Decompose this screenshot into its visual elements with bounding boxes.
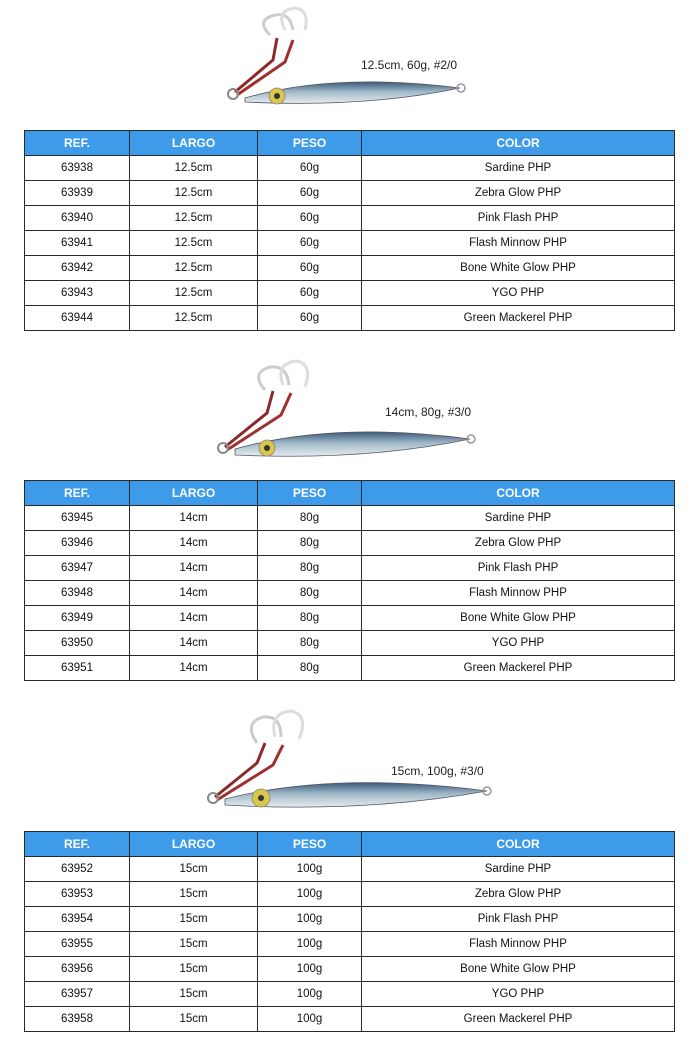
cell-ref: 63942 xyxy=(25,256,130,281)
cell-color: Pink Flash PHP xyxy=(362,907,675,932)
cell-ref: 63943 xyxy=(25,281,130,306)
cell-peso: 100g xyxy=(258,1007,362,1032)
table-row xyxy=(25,606,675,631)
cell-ref: 63956 xyxy=(25,957,130,982)
cell-color: Flash Minnow PHP xyxy=(362,231,675,256)
header-largo: LARGO xyxy=(130,481,258,506)
cell-color: YGO PHP xyxy=(362,982,675,1007)
table-row xyxy=(25,556,675,581)
cell-ref: 63940 xyxy=(25,206,130,231)
cell-largo: 14cm xyxy=(130,631,258,656)
cell-color: Pink Flash PHP xyxy=(362,206,675,231)
cell-peso: 60g xyxy=(258,206,362,231)
cell-peso: 100g xyxy=(258,982,362,1007)
table-row xyxy=(25,932,675,957)
cell-ref: 63951 xyxy=(25,656,130,681)
cell-ref: 63958 xyxy=(25,1007,130,1032)
cell-color: Zebra Glow PHP xyxy=(362,531,675,556)
cell-peso: 100g xyxy=(258,857,362,882)
cell-color: Sardine PHP xyxy=(362,506,675,531)
product-section-2 xyxy=(0,350,694,690)
table-header-row xyxy=(25,832,675,857)
table-row xyxy=(25,907,675,932)
cell-color: Pink Flash PHP xyxy=(362,556,675,581)
table-row xyxy=(25,306,675,331)
table-row xyxy=(25,631,675,656)
cell-ref: 63947 xyxy=(25,556,130,581)
cell-peso: 100g xyxy=(258,882,362,907)
product-section-3 xyxy=(0,700,694,1045)
table-row xyxy=(25,256,675,281)
cell-largo: 14cm xyxy=(130,531,258,556)
header-ref: REF. xyxy=(25,481,130,506)
cell-largo: 12.5cm xyxy=(130,231,258,256)
cell-largo: 12.5cm xyxy=(130,206,258,231)
table-row xyxy=(25,156,675,181)
table-row xyxy=(25,656,675,681)
header-peso: PESO xyxy=(258,481,362,506)
lure-spec-caption: 12.5cm, 60g, #2/0 xyxy=(361,58,458,72)
cell-peso: 80g xyxy=(258,531,362,556)
cell-largo: 12.5cm xyxy=(130,256,258,281)
cell-largo: 12.5cm xyxy=(130,156,258,181)
header-peso: PESO xyxy=(258,131,362,156)
cell-peso: 80g xyxy=(258,556,362,581)
cell-color: YGO PHP xyxy=(362,281,675,306)
cell-ref: 63938 xyxy=(25,156,130,181)
cell-color: YGO PHP xyxy=(362,631,675,656)
header-color: COLOR xyxy=(362,131,675,156)
cell-largo: 14cm xyxy=(130,606,258,631)
header-largo: LARGO xyxy=(130,131,258,156)
table-row xyxy=(25,181,675,206)
cell-peso: 80g xyxy=(258,656,362,681)
cell-peso: 80g xyxy=(258,631,362,656)
cell-largo: 12.5cm xyxy=(130,181,258,206)
cell-color: Sardine PHP xyxy=(362,156,675,181)
cell-color: Green Mackerel PHP xyxy=(362,306,675,331)
cell-largo: 14cm xyxy=(130,506,258,531)
cell-color: Zebra Glow PHP xyxy=(362,181,675,206)
cell-peso: 80g xyxy=(258,581,362,606)
table-row xyxy=(25,1007,675,1032)
cell-largo: 14cm xyxy=(130,581,258,606)
cell-color: Green Mackerel PHP xyxy=(362,656,675,681)
table-row xyxy=(25,957,675,982)
lure-spec-caption: 14cm, 80g, #3/0 xyxy=(385,405,472,419)
cell-ref: 63953 xyxy=(25,882,130,907)
table-row xyxy=(25,857,675,882)
cell-largo: 15cm xyxy=(130,982,258,1007)
table-row xyxy=(25,982,675,1007)
product-section-1 xyxy=(0,0,694,340)
spec-table-3 xyxy=(24,831,675,1032)
cell-color: Flash Minnow PHP xyxy=(362,932,675,957)
cell-color: Bone White Glow PHP xyxy=(362,957,675,982)
cell-ref: 63941 xyxy=(25,231,130,256)
header-color: COLOR xyxy=(362,481,675,506)
table-row xyxy=(25,581,675,606)
lure-spec-caption: 15cm, 100g, #3/0 xyxy=(391,764,484,778)
cell-ref: 63946 xyxy=(25,531,130,556)
cell-color: Bone White Glow PHP xyxy=(362,606,675,631)
cell-ref: 63944 xyxy=(25,306,130,331)
cell-color: Green Mackerel PHP xyxy=(362,1007,675,1032)
cell-ref: 63939 xyxy=(25,181,130,206)
header-largo: LARGO xyxy=(130,832,258,857)
table-row xyxy=(25,231,675,256)
cell-largo: 15cm xyxy=(130,932,258,957)
cell-color: Sardine PHP xyxy=(362,857,675,882)
cell-color: Zebra Glow PHP xyxy=(362,882,675,907)
cell-largo: 12.5cm xyxy=(130,306,258,331)
cell-largo: 12.5cm xyxy=(130,281,258,306)
cell-ref: 63945 xyxy=(25,506,130,531)
cell-ref: 63957 xyxy=(25,982,130,1007)
cell-peso: 100g xyxy=(258,957,362,982)
cell-peso: 80g xyxy=(258,606,362,631)
cell-color: Flash Minnow PHP xyxy=(362,581,675,606)
cell-peso: 60g xyxy=(258,256,362,281)
header-ref: REF. xyxy=(25,131,130,156)
table-row xyxy=(25,882,675,907)
cell-ref: 63948 xyxy=(25,581,130,606)
cell-largo: 15cm xyxy=(130,882,258,907)
cell-largo: 15cm xyxy=(130,1007,258,1032)
cell-peso: 60g xyxy=(258,156,362,181)
table-header-row xyxy=(25,481,675,506)
spec-table-1 xyxy=(24,130,675,331)
cell-ref: 63954 xyxy=(25,907,130,932)
cell-peso: 100g xyxy=(258,932,362,957)
header-color: COLOR xyxy=(362,832,675,857)
header-peso: PESO xyxy=(258,832,362,857)
table-row xyxy=(25,206,675,231)
table-row xyxy=(25,531,675,556)
cell-largo: 14cm xyxy=(130,556,258,581)
spec-table-2 xyxy=(24,480,675,681)
header-ref: REF. xyxy=(25,832,130,857)
cell-ref: 63950 xyxy=(25,631,130,656)
table-header-row xyxy=(25,131,675,156)
cell-ref: 63952 xyxy=(25,857,130,882)
cell-peso: 100g xyxy=(258,907,362,932)
table-row xyxy=(25,281,675,306)
cell-peso: 60g xyxy=(258,306,362,331)
cell-largo: 15cm xyxy=(130,907,258,932)
cell-peso: 60g xyxy=(258,181,362,206)
cell-ref: 63949 xyxy=(25,606,130,631)
cell-largo: 14cm xyxy=(130,656,258,681)
cell-color: Bone White Glow PHP xyxy=(362,256,675,281)
cell-peso: 60g xyxy=(258,231,362,256)
table-row xyxy=(25,506,675,531)
cell-peso: 80g xyxy=(258,506,362,531)
cell-largo: 15cm xyxy=(130,857,258,882)
cell-peso: 60g xyxy=(258,281,362,306)
cell-largo: 15cm xyxy=(130,957,258,982)
cell-ref: 63955 xyxy=(25,932,130,957)
